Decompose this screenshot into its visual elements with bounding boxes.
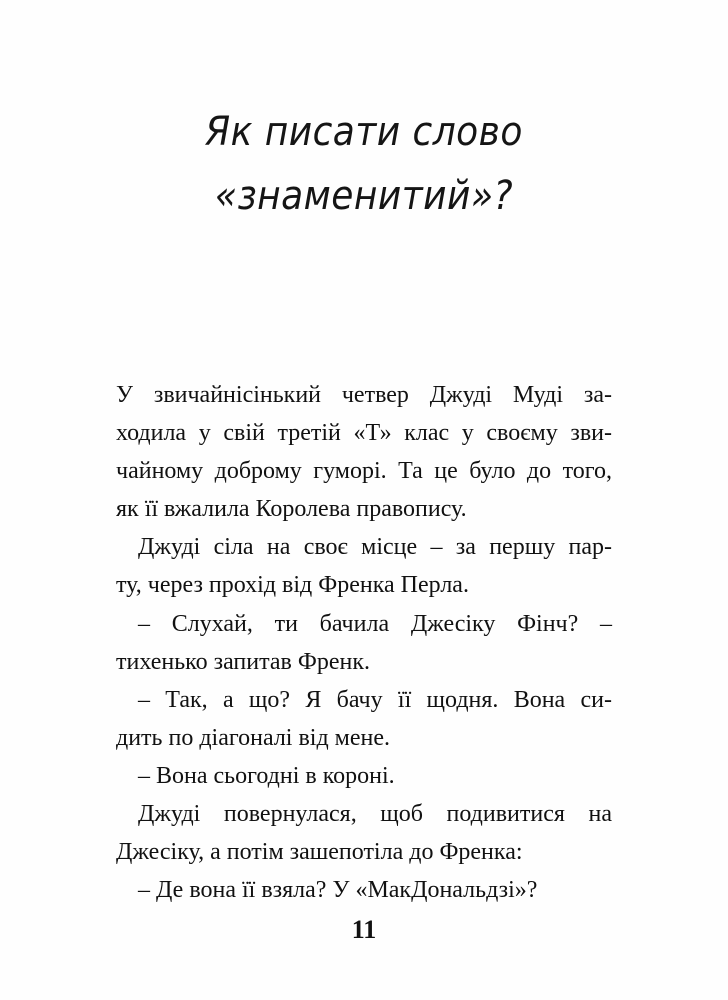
text-line: – Так, а що? Я бачу її щодня. Вона си- xyxy=(138,686,612,713)
text-line: – Де вона її взяла? У «МакДональдзі»? xyxy=(138,877,538,904)
chapter-title-line-2: «знаменитий»? xyxy=(214,173,514,219)
text-line: дить по діагоналі від мене. xyxy=(116,724,391,751)
chapter-title-line-1: Як писати слово xyxy=(205,109,523,155)
text-line: ходила у свій третій «Т» клас у своєму зви- xyxy=(116,420,612,447)
text-line: – Слухай, ти бачила Джесіку Фінч? – xyxy=(138,610,612,637)
text-line: чайному доброму гуморі. Та це було до того, xyxy=(116,458,612,485)
text-line: тихенько запитав Френк. xyxy=(116,648,371,675)
chapter-title xyxy=(36,100,691,228)
text-line: ту, через прохід від Френка Перла. xyxy=(116,572,469,599)
text-line: Джесіку, а потім зашепотіла до Френка: xyxy=(116,839,523,866)
text-line: Джуді сіла на своє місце – за першу пар- xyxy=(138,534,612,561)
chapter-body-text xyxy=(116,376,612,909)
text-line: У звичайнісінький четвер Джуді Муді за- xyxy=(116,382,612,408)
text-line: Джуді повернулася, щоб подивитися на xyxy=(138,801,612,828)
text-line: як її вжалила Королева правопису. xyxy=(116,496,467,523)
page-number: 11 xyxy=(351,915,377,944)
text-line: – Вона сьогодні в короні. xyxy=(138,762,395,789)
